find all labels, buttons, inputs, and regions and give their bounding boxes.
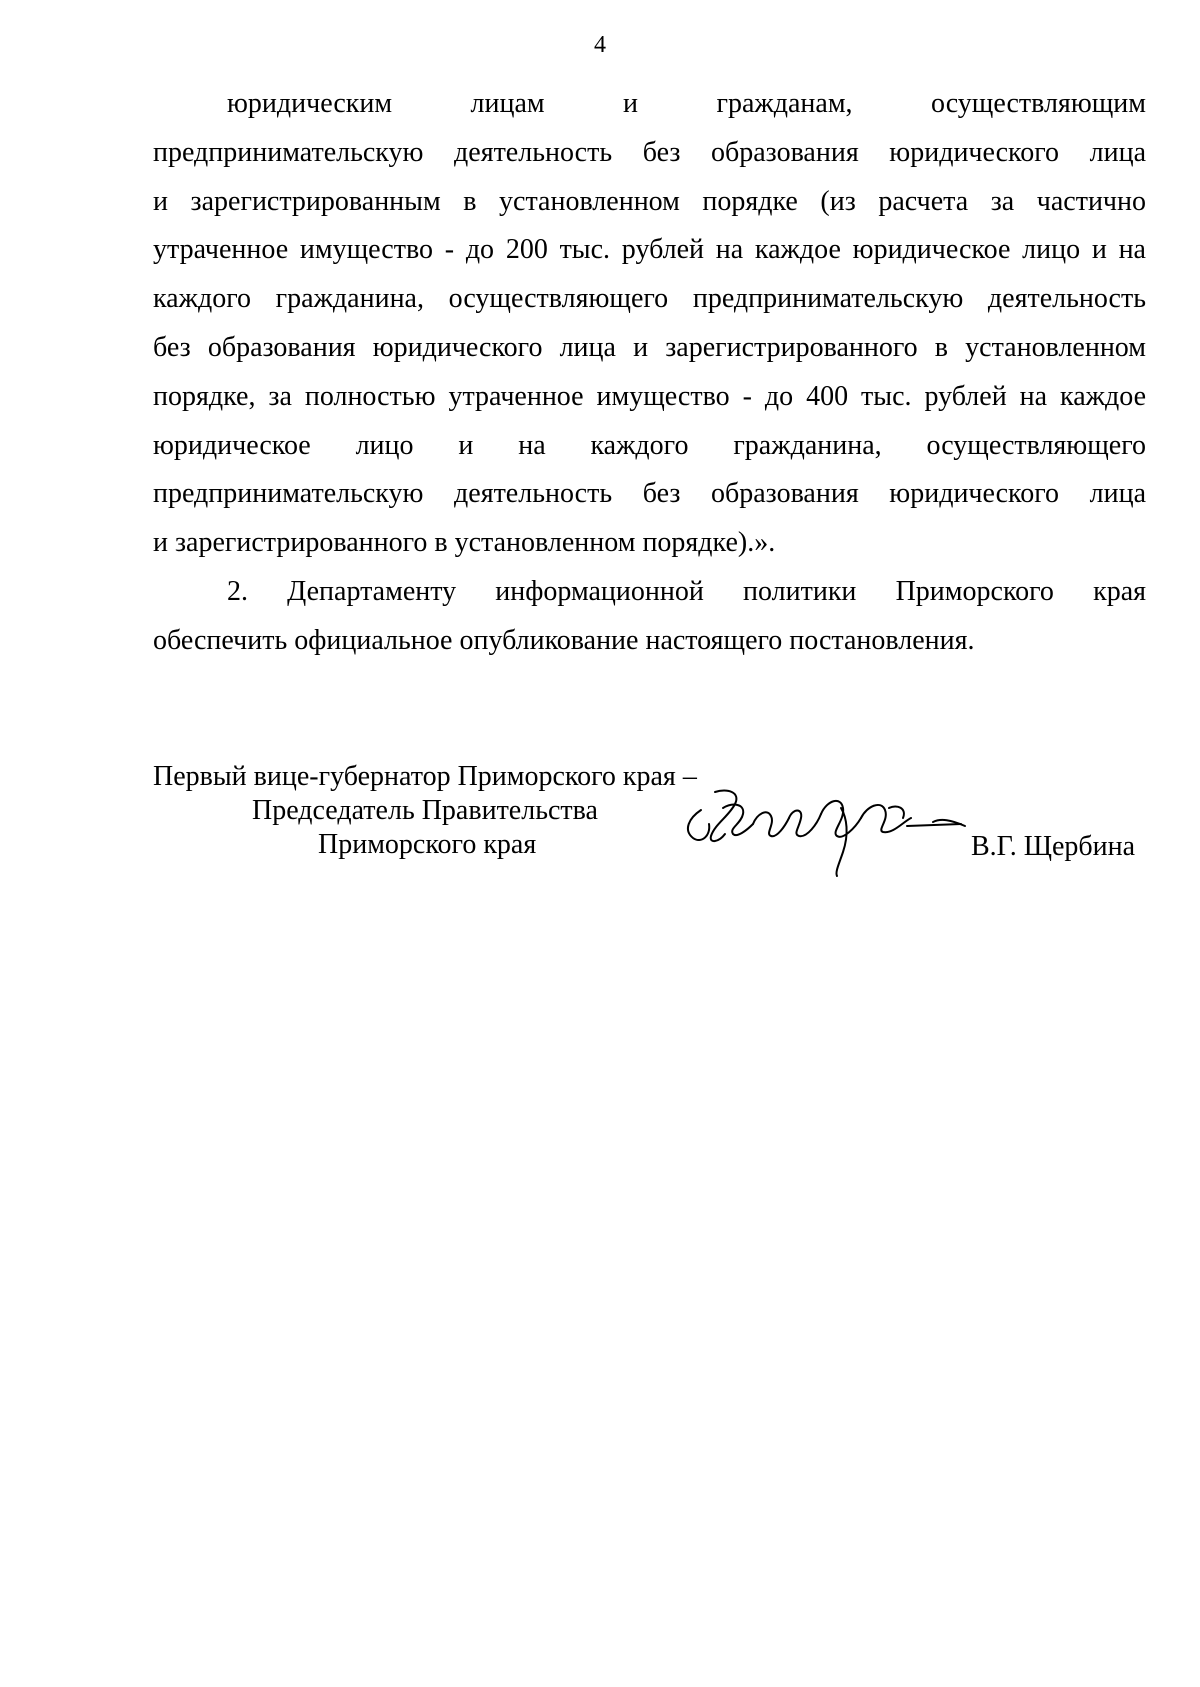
text-line: и зарегистрированного в установленном порядке).». [153,527,776,559]
text-line: каждого гражданина, осуществляющего предпринимательскую деятельность [153,283,1146,315]
text-line: и зарегистрированным в установленном порядке (из расчета за частично [153,185,1146,217]
text-line: порядке, за полностью утраченное имущество - до 400 тыс. рублей на каждое [153,380,1146,412]
handwritten-signature-icon [671,778,981,900]
text-line: обеспечить официальное опубликование настоящего постановления. [153,624,975,656]
text-line: утраченное имущество - до 200 тыс. рублей на каждое юридическое лицо и на [153,234,1146,266]
signatory-name: В.Г. Щербина [971,831,1136,862]
document-body [153,80,1146,666]
text-line: предпринимательскую деятельность без образования юридического лица [153,478,1146,510]
signatory-title-line-2: Председатель Правительства [252,795,598,826]
signatory-title-line-3: Приморского края [318,829,537,860]
text-line: 2. Департаменту информационной политики Приморского края [227,575,1146,607]
text-line: без образования юридического лица и зарегистрированного в установленном [153,331,1146,363]
text-line: юридическим лицам и гражданам, осуществляющим [227,88,1146,119]
paragraph-2 [153,568,1146,666]
signatory-title-line-1: Первый вице-губернатор Приморского края – [153,761,697,792]
text-line: юридическое лицо и на каждого гражданина, осуществляющего [153,429,1146,461]
paragraph-1 [153,80,1146,568]
page-number: 4 [594,32,606,58]
text-line: предпринимательскую деятельность без образования юридического лица [153,136,1146,168]
signature-block [153,760,1146,900]
